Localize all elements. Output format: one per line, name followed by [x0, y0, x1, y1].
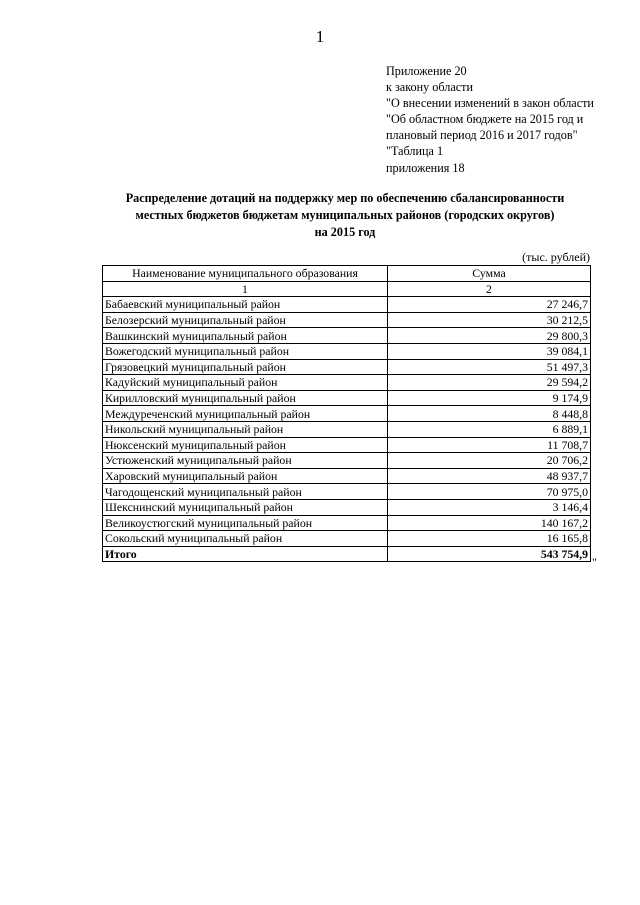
- district-name: Кирилловский муниципальный район: [103, 390, 388, 406]
- district-amount: 29 800,3: [388, 328, 591, 344]
- appendix-line: Приложение 20: [386, 64, 467, 78]
- district-name: Кадуйский муниципальный район: [103, 375, 388, 391]
- table-row: [103, 375, 591, 391]
- district-name: Междуреченский муниципальный район: [103, 406, 388, 422]
- district-name: Сокольский муниципальный район: [103, 531, 388, 547]
- district-amount: 39 084,1: [388, 343, 591, 359]
- table-row: [103, 359, 591, 375]
- district-name: Чагодощенский муниципальный район: [103, 484, 388, 500]
- district-amount: 70 975,0: [388, 484, 591, 500]
- table-row: [103, 421, 591, 437]
- district-amount: 6 889,1: [388, 421, 591, 437]
- district-amount: 29 594,2: [388, 375, 591, 391]
- district-name: Никольский муниципальный район: [103, 421, 388, 437]
- column-number: 2: [388, 281, 591, 297]
- table-row: [103, 297, 591, 313]
- district-amount: 11 708,7: [388, 437, 591, 453]
- table-row: [103, 437, 591, 453]
- document-title: [90, 190, 600, 241]
- district-name: Вашкинский муниципальный район: [103, 328, 388, 344]
- units-label: (тыс. рублей): [522, 250, 590, 264]
- table-row: [103, 484, 591, 500]
- district-name: Вожегодский муниципальный район: [103, 343, 388, 359]
- appendix-line: плановый период 2016 и 2017 годов": [386, 128, 578, 143]
- appendix-line: "Об областном бюджете на 2015 год и: [386, 112, 584, 127]
- table-row: [103, 390, 591, 406]
- appendix-line: к закону области: [386, 80, 473, 95]
- district-amount: 140 167,2: [388, 515, 591, 531]
- table-header-row: [103, 266, 591, 282]
- total-row: [103, 546, 591, 562]
- page-number: 1: [315, 27, 325, 46]
- total-amount: 543 754,9: [388, 546, 591, 562]
- title-line: Распределение дотаций на поддержку мер по обеспечению сбалансированности: [125, 191, 565, 205]
- district-amount: 30 212,5: [388, 312, 591, 328]
- appendix-reference: [386, 63, 626, 176]
- total-label: Итого: [103, 546, 388, 562]
- district-amount: 8 448,8: [388, 406, 591, 422]
- table-row: [103, 328, 591, 344]
- district-amount: 3 146,4: [388, 499, 591, 515]
- district-name: Бабаевский муниципальный район: [103, 297, 388, 313]
- appendix-line: "О внесении изменений в закон области: [386, 96, 594, 111]
- title-line: на 2015 год: [314, 225, 376, 239]
- district-name: Устюженский муниципальный район: [103, 453, 388, 469]
- appendix-line: приложения 18: [386, 160, 465, 175]
- table-row: [103, 406, 591, 422]
- appendix-line: "Таблица 1: [386, 144, 444, 159]
- title-line: местных бюджетов бюджетам муниципальных районов (городских округов): [135, 208, 555, 222]
- table-row: [103, 453, 591, 469]
- subsidy-table: [102, 265, 591, 562]
- district-name: Харовский муниципальный район: [103, 468, 388, 484]
- district-amount: 20 706,2: [388, 453, 591, 469]
- table-row: [103, 468, 591, 484]
- table-row: [103, 531, 591, 547]
- table-row: [103, 515, 591, 531]
- district-name: Нюксенский муниципальный район: [103, 437, 388, 453]
- district-name: Грязовецкий муниципальный район: [103, 359, 388, 375]
- district-amount: 16 165,8: [388, 531, 591, 547]
- table-row: [103, 312, 591, 328]
- district-amount: 9 174,9: [388, 390, 591, 406]
- closing-quote: ": [592, 555, 597, 569]
- header-name: Наименование муниципального образования: [103, 266, 388, 282]
- district-name: Белозерский муниципальный район: [103, 312, 388, 328]
- district-amount: 51 497,3: [388, 359, 591, 375]
- table-row: [103, 499, 591, 515]
- district-name: Великоустюгский муниципальный район: [103, 515, 388, 531]
- district-amount: 27 246,7: [388, 297, 591, 313]
- header-amount: Сумма: [388, 266, 591, 282]
- column-number-row: [103, 281, 591, 297]
- district-name: Шекснинский муниципальный район: [103, 499, 388, 515]
- table-row: [103, 343, 591, 359]
- district-amount: 48 937,7: [388, 468, 591, 484]
- column-number: 1: [103, 281, 388, 297]
